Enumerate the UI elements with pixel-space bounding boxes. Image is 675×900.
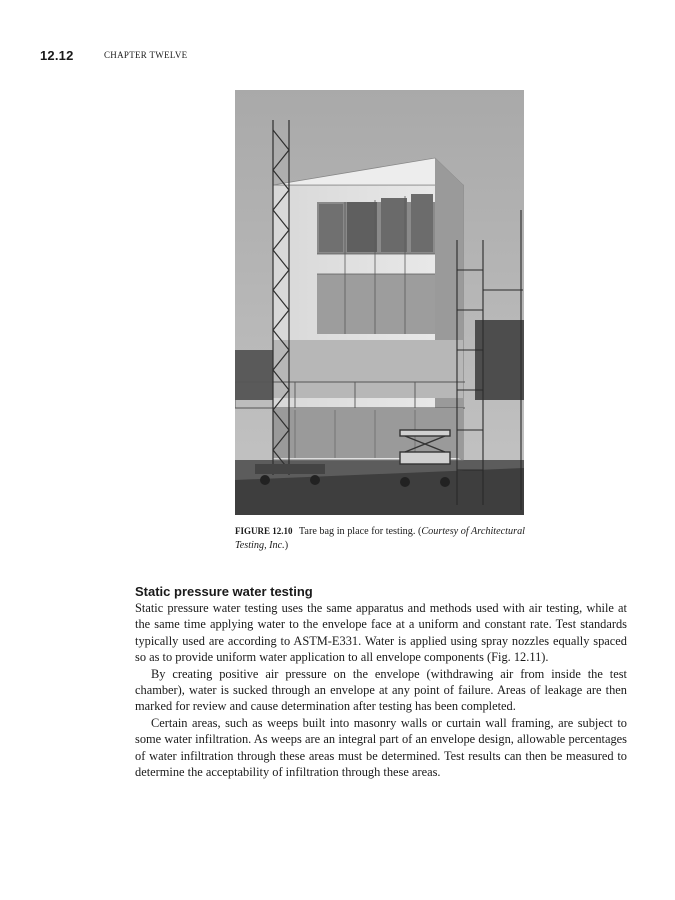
caption-credit-open: ( <box>415 526 422 537</box>
paragraph: Static pressure water testing uses the same apparatus and methods used with air testing, while at the same time applying water to the envelope face at a uniform and constant rate. Test standards typically used are according to ASTM-E331. Water is applied using spray nozzles equally spaced so as to provide uniform water application to all envelope components (Fig. 12.11). <box>135 601 627 665</box>
chapter-title: CHAPTER TWELVE <box>104 50 188 60</box>
caption-text: Tare bag in place for testing. <box>298 526 416 537</box>
body-text <box>135 600 627 780</box>
figure-caption <box>235 524 525 553</box>
figure-label: FIGURE 12.10 <box>235 526 293 536</box>
section-heading: Static pressure water testing <box>135 584 313 599</box>
page-number: 12.12 <box>40 48 74 63</box>
running-head <box>40 47 188 63</box>
caption-credit: Courtesy of Architectural Testing, Inc. <box>235 526 525 551</box>
paragraph: Certain areas, such as weeps built into masonry walls or curtain wall framing, are subject to some water infiltration. As weeps are an integral part of an envelope design, allowable percentages of water infiltration through these areas must be determined. Test results can then be measured to determine the acceptability of infiltration through these areas. <box>135 715 627 780</box>
caption-credit-close: ) <box>284 540 289 551</box>
paragraph: By creating positive air pressure on the envelope (withdrawing air from inside the test chamber), water is sucked through an envelope at any point of failure. Areas of leakage are then marked for review and cause determination after testing has been completed. <box>135 666 627 714</box>
figure-photo <box>235 90 524 515</box>
